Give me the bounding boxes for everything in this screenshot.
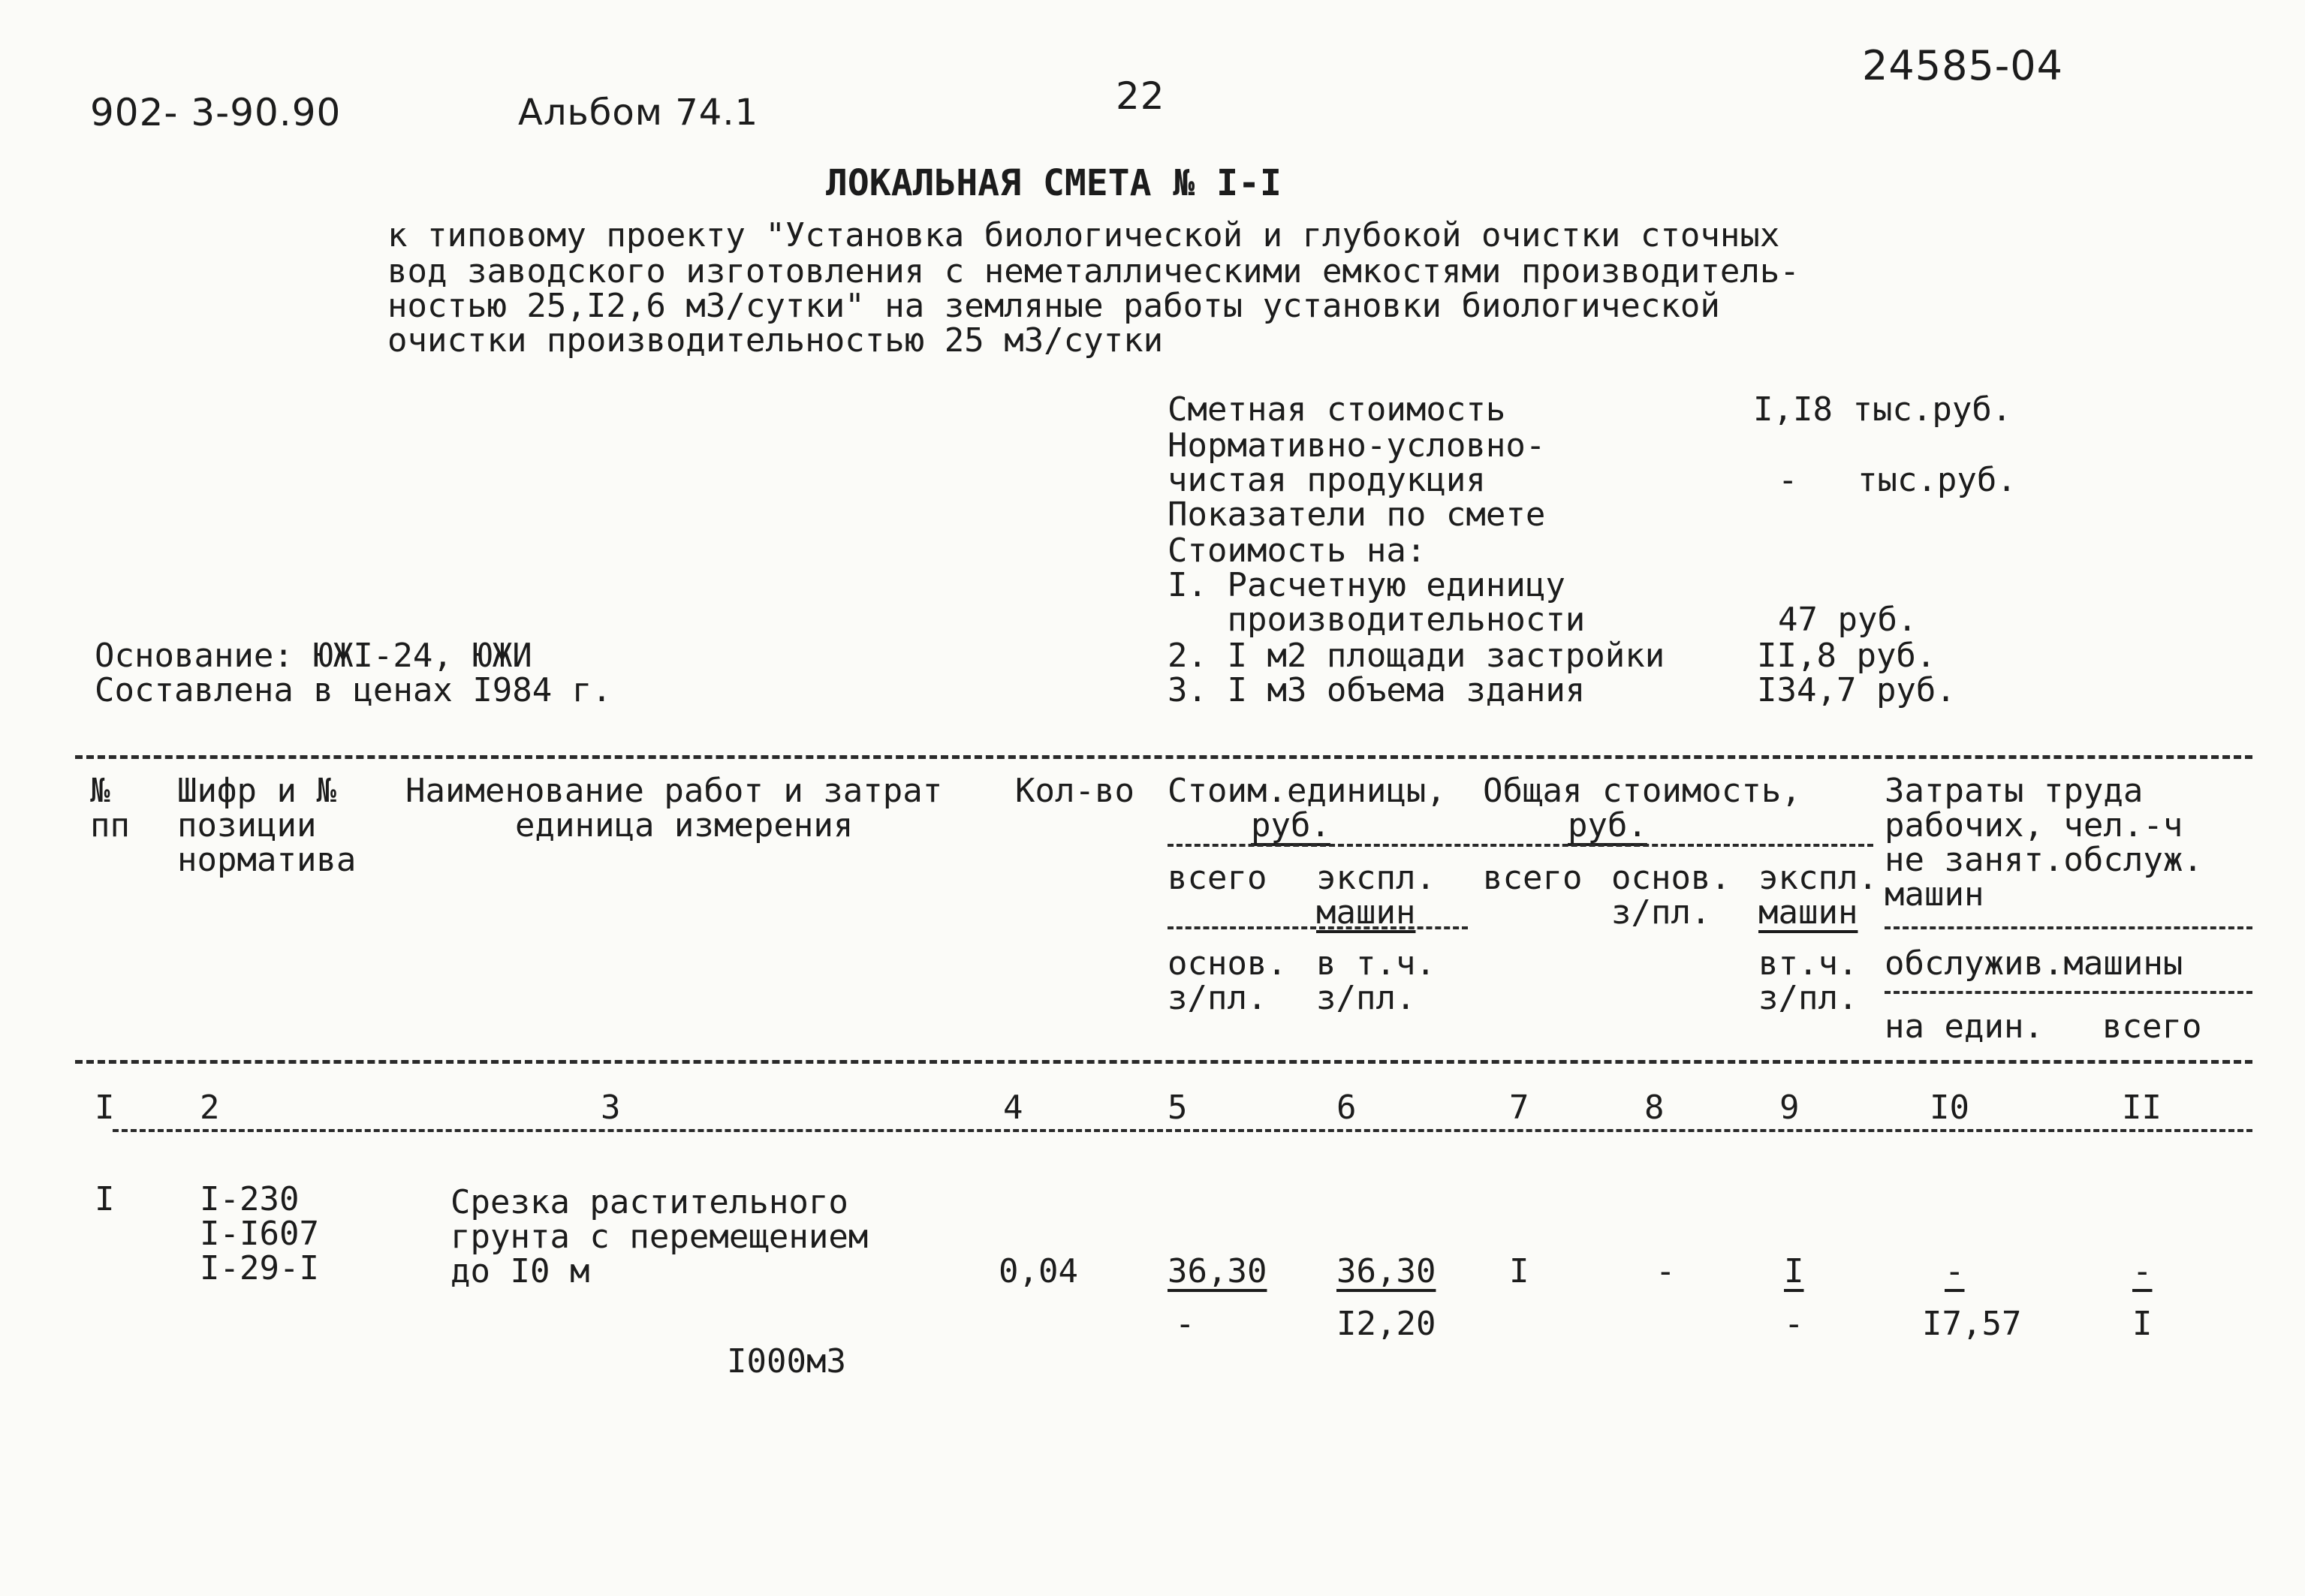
header-c5-top: всего [1168,859,1267,897]
row-c11: - [2132,1252,2153,1290]
subtitle-line: очистки производительностью 25 м3/сутки [387,321,1164,360]
header-total-cost-rub: руб. [1568,806,1647,845]
header-labor: не занят.обслуж. [1885,841,2203,879]
column-number: II [2122,1089,2162,1127]
row-code: I-29-I [200,1249,319,1287]
header-c8-top: основ. [1611,859,1731,897]
page-number: 22 [1116,74,1165,118]
row-qty: 0,04 [999,1252,1078,1290]
row-c8: - [1656,1252,1676,1290]
row-c6b: I2,20 [1336,1305,1436,1343]
summary-value: I34,7 руб. [1757,671,1956,709]
header-c6-bottom: з/пл. [1316,979,1416,1017]
header-bottom-rule [75,1060,2252,1064]
header-total-cost: Общая стоимость, [1483,772,1801,810]
row-c7: I [1509,1252,1529,1290]
header-labor: рабочих, чел.-ч [1885,806,2183,845]
row-c11b: I [2132,1305,2153,1343]
header-c6-top: машин [1316,893,1416,932]
header-labor: Затраты труда [1885,772,2144,810]
summary-label: Стоимость на: [1168,531,1427,570]
column-number: 4 [1003,1089,1023,1127]
summary-label: Нормативно-условно- [1168,426,1546,465]
header-sub-rule [1168,926,1468,929]
header-qty: Кол-во [1015,772,1134,810]
header-name: единица измерения [515,806,854,845]
header-sub-rule [1885,991,2252,994]
header-total: всего [2102,1007,2202,1046]
document-code: 902- 3-90.90 [90,91,342,134]
header-labor: машин [1885,875,1984,914]
row-code: I-I607 [200,1215,319,1253]
subtitle-line: вод заводского изготовления с неметаллическими емкостями производитель- [387,252,1800,291]
column-number: 9 [1779,1089,1800,1127]
summary-label: I. Расчетную единицу [1168,566,1565,604]
basis-line: Основание: ЮЖI-24, ЮЖИ [95,637,532,675]
row-c5: 36,30 [1168,1252,1267,1290]
header-c5-bottom: основ. [1168,944,1287,983]
column-number: I [95,1089,115,1127]
header-c9-top: экспл. [1758,859,1878,897]
header-code: норматива [177,841,357,879]
row-name: Срезка растительного [450,1183,848,1221]
header-name: Наименование работ и затрат [405,772,943,810]
row-c10: - [1945,1252,1965,1290]
header-per-unit: на един. [1885,1007,2044,1046]
header-code: Шифр и № [177,772,336,810]
header-c9-top: машин [1758,893,1858,932]
header-c7-top: всего [1483,859,1583,897]
summary-label: Показатели по смете [1168,495,1546,534]
summary-label: 2. I м2 площади застройки [1168,637,1665,675]
row-code: I-230 [200,1180,300,1218]
column-number: 3 [601,1089,621,1127]
summary-label: производительности [1168,601,1586,639]
header-c9-bottom: вт.ч. [1758,944,1858,983]
column-number: 2 [200,1089,220,1127]
summary-label: Сметная стоимость [1168,390,1506,429]
column-number: 7 [1509,1089,1529,1127]
row-name: до I0 м [450,1252,590,1290]
header-unit-cost-rub: руб. [1251,806,1330,845]
header-sub-rule [1168,844,1873,847]
row-c10b: I7,57 [1922,1305,2022,1343]
prices-line: Составлена в ценах I984 г. [95,671,612,709]
header-c9-bottom: з/пл. [1758,979,1858,1017]
summary-label: чистая продукция [1168,461,1486,499]
row-c9: I [1784,1252,1804,1290]
column-numbers-rule [113,1129,2252,1132]
column-number: I0 [1930,1089,1969,1127]
row-name: грунта с перемещением [450,1218,869,1256]
header-c6-top: экспл. [1316,859,1436,897]
row-unit: I000м3 [727,1342,846,1381]
row-c6: 36,30 [1336,1252,1436,1290]
row-c5b: - [1175,1305,1195,1343]
header-sub-rule [1885,926,2252,929]
header-c6-bottom: в т.ч. [1316,944,1436,983]
column-number: 8 [1644,1089,1665,1127]
header-c5-bottom: з/пл. [1168,979,1267,1017]
header-labor-machine: обслужив.машины [1885,944,2183,983]
album-label: Альбом 74.1 [518,92,759,134]
subtitle-line: ностью 25,I2,6 м3/сутки" на земляные работы установки биологической [387,287,1720,325]
header-num: пп [90,806,130,845]
header-num: № [90,772,110,810]
header-unit-cost: Стоим.единицы, [1168,772,1446,810]
row-num: I [95,1180,115,1218]
header-code: позиции [177,806,317,845]
summary-value: II,8 руб. [1757,637,1936,675]
column-number: 5 [1168,1089,1188,1127]
subtitle-line: к типовому проекту "Установка биологической и глубокой очистки сточных [387,216,1780,254]
archive-number: 24585-04 [1862,42,2063,89]
summary-value: 47 руб. [1778,601,1918,639]
row-c9b: - [1784,1305,1804,1343]
summary-label: 3. I м3 объема здания [1168,671,1586,709]
summary-value: - тыс.руб. [1778,461,2017,499]
header-c8-top: з/пл. [1611,893,1711,932]
summary-value: I,I8 тыс.руб. [1753,390,2012,429]
document-title: ЛОКАЛЬНАЯ СМЕТА № I-I [826,162,1282,204]
table-top-rule [75,755,2252,759]
column-number: 6 [1336,1089,1357,1127]
